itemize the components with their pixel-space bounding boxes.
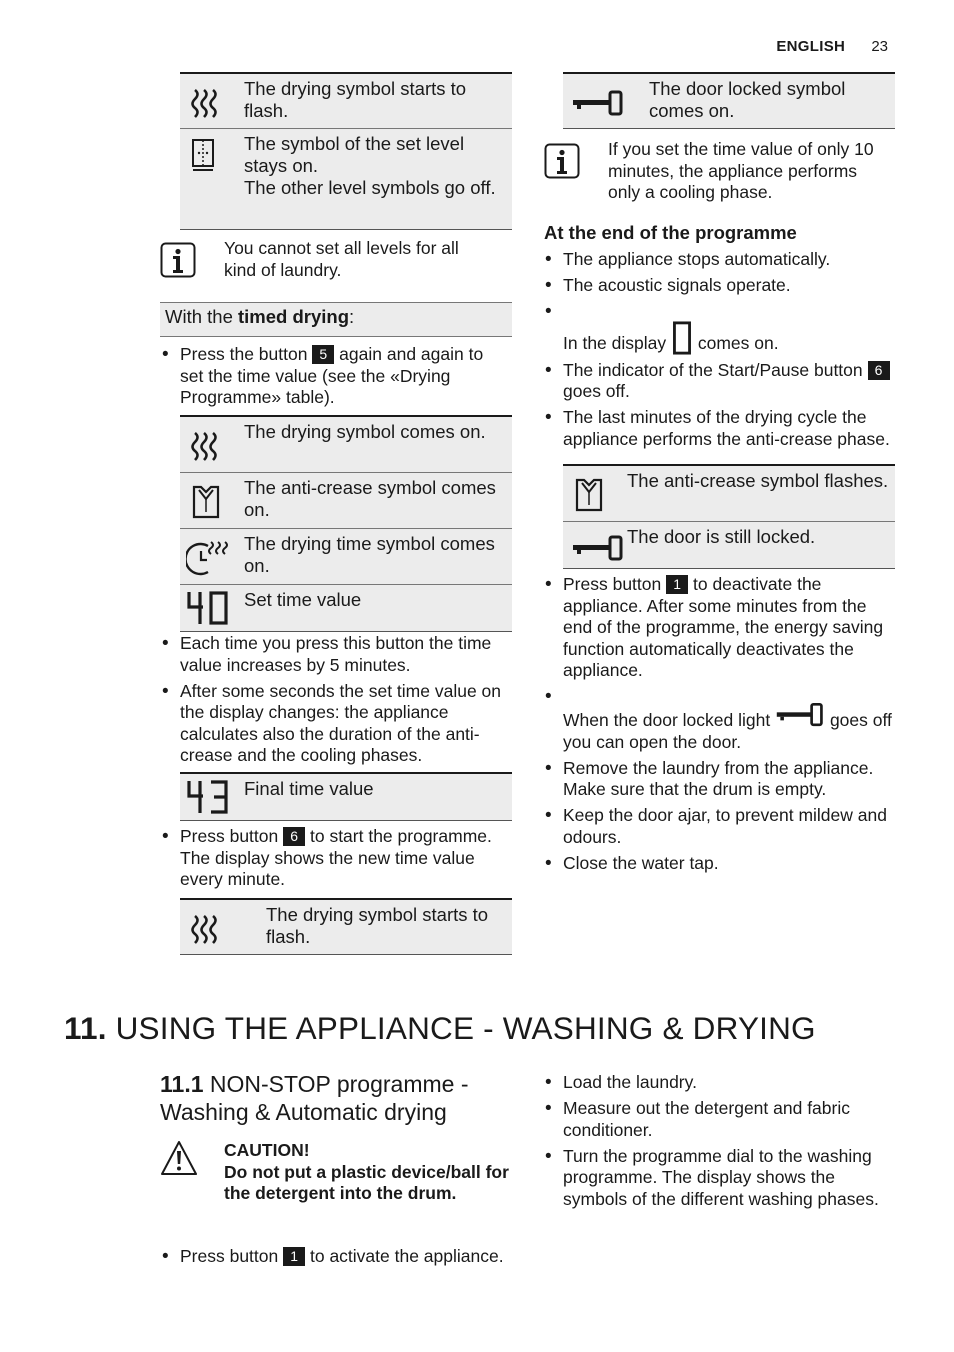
after-programme-list xyxy=(544,574,896,879)
symbol-row xyxy=(563,522,895,568)
text-part: In the display xyxy=(563,333,671,353)
drying-steam-icon xyxy=(186,425,230,465)
note-text: If you set the time value of only 10 minutes, the appliance performs only a cooling phase. xyxy=(608,139,874,202)
text-part: to activate the appliance. xyxy=(305,1246,504,1266)
activate-list xyxy=(161,1246,506,1272)
anti-crease-shirt-icon xyxy=(186,481,230,521)
text-part: comes on. xyxy=(692,333,779,353)
caution-body: Do not put a plastic device/ball for the detergent into the drum. xyxy=(224,1161,509,1203)
list-item: • Load the laundry. xyxy=(544,1072,896,1094)
timed-steps-list xyxy=(161,344,506,413)
final-time-table xyxy=(180,772,512,821)
caution-note xyxy=(160,1140,510,1230)
caution-title: CAUTION! xyxy=(224,1140,310,1160)
symbol-row xyxy=(180,900,512,954)
bar-prefix: With the xyxy=(165,306,238,327)
page-number: 23 xyxy=(871,38,888,55)
door-locked-icon xyxy=(569,527,625,567)
subsection-heading xyxy=(160,1070,520,1126)
list-item xyxy=(544,686,896,753)
timed-symbol-table xyxy=(180,415,512,632)
symbol-row xyxy=(563,74,895,128)
end-heading: At the end of the programme xyxy=(544,222,797,243)
symbol-description: The anti-crease symbol comes on. xyxy=(244,477,496,520)
timed-info-list xyxy=(161,633,511,771)
list-item: • The appliance stops automatically. xyxy=(544,249,896,271)
button-badge: 6 xyxy=(283,827,305,846)
text-part: goes off you can open the door. xyxy=(563,710,892,752)
symbol-description xyxy=(244,133,506,199)
section-heading xyxy=(64,1010,816,1047)
symbol-row xyxy=(180,585,512,631)
button-badge: 6 xyxy=(868,361,890,380)
info-note xyxy=(544,139,884,209)
symbol-row xyxy=(180,529,512,585)
door-locked-icon xyxy=(569,82,625,122)
text-part: goes off. xyxy=(563,381,630,401)
text-part: The indicator of the Start/Pause button xyxy=(563,359,868,380)
digits-display-icon xyxy=(186,588,230,628)
symbol-description: The drying symbol starts to flash. xyxy=(266,904,489,947)
text-part: Press button xyxy=(180,826,284,846)
list-item: • The last minutes of the drying cycle the appliance performs the anti-crease phase. xyxy=(544,407,896,450)
list-item: • Turn the programme dial to the washing programme. The display shows the symbols of the different washing phases. xyxy=(544,1146,896,1211)
subsection-title: NON-STOP programme - Washing & Automatic drying xyxy=(160,1071,469,1125)
caution-text xyxy=(224,1140,510,1205)
bar-suffix: : xyxy=(349,306,355,327)
list-item: • Measure out the detergent and fabric conditioner. xyxy=(544,1098,896,1141)
list-item xyxy=(161,826,506,891)
wash-steps-list xyxy=(544,1072,896,1215)
symbol-row xyxy=(563,466,895,522)
symbol-description: The door is still locked. xyxy=(627,526,816,547)
list-item xyxy=(161,1246,506,1268)
symbol-description-line: The other level symbols go off. xyxy=(244,177,496,198)
drying-steam-icon xyxy=(186,908,230,948)
list-item xyxy=(544,360,896,403)
list-item: • Each time you press this button the time value increases by 5 minutes. xyxy=(161,633,511,676)
symbol-description: The anti-crease symbol flashes. xyxy=(627,470,889,491)
anti-crease-shirt-icon xyxy=(569,474,613,514)
text-part: Press button xyxy=(180,1246,284,1266)
text-part: to deactivate the appliance. After some minutes from the end of the programme, the energy saving function automatically deactivates the appliance. xyxy=(563,574,884,680)
button-badge: 1 xyxy=(283,1247,305,1266)
text-part: Press the button xyxy=(180,344,313,364)
info-note xyxy=(160,238,490,288)
subsection-number: 11.1 xyxy=(160,1071,204,1097)
symbol-description-line: The symbol of the set level stays on. xyxy=(244,133,465,176)
symbol-description: Set time value xyxy=(244,589,362,610)
symbol-description: The door locked symbol comes on. xyxy=(649,78,846,121)
end-symbol-table xyxy=(563,464,895,569)
symbol-row xyxy=(180,774,512,820)
symbol-description: The drying symbol starts to flash. xyxy=(244,78,467,121)
list-item: • After some seconds the set time value on the display changes: the appliance calculates also the duration of the anti-crease and the cooling phases. xyxy=(161,681,511,767)
button-badge: 1 xyxy=(666,575,688,594)
symbol-description: The drying time symbol comes on. xyxy=(244,533,495,576)
page-header xyxy=(776,38,888,55)
timed-drying-bar xyxy=(160,302,512,337)
bar-bold: timed drying xyxy=(238,306,350,327)
symbol-row xyxy=(180,129,512,229)
header-language: ENGLISH xyxy=(776,38,846,55)
text-part: Press button xyxy=(563,574,667,594)
symbol-row xyxy=(180,473,512,529)
start-step-list xyxy=(161,826,506,895)
section-number: 11. xyxy=(64,1010,107,1046)
door-locked-table xyxy=(563,72,895,129)
drying-steam-icon xyxy=(186,82,230,122)
symbol-description: Final time value xyxy=(244,778,374,799)
list-item xyxy=(544,301,896,355)
list-item xyxy=(161,344,506,409)
list-item: • The acoustic signals operate. xyxy=(544,275,896,297)
door-locked-icon xyxy=(775,702,825,728)
symbol-description: The drying symbol comes on. xyxy=(244,421,486,442)
info-icon xyxy=(160,242,196,278)
warning-triangle-icon xyxy=(160,1140,198,1176)
button-badge: 5 xyxy=(312,345,334,364)
level-symbol-table xyxy=(180,72,512,230)
list-item xyxy=(544,574,896,682)
text-part: to start the programme. The display shows the new time value every minute. xyxy=(180,826,492,889)
text-part: When the door locked light xyxy=(563,710,776,730)
list-item: • Close the water tap. xyxy=(544,853,896,875)
end-list xyxy=(544,249,896,455)
digits-display-icon xyxy=(186,777,230,817)
list-item: • Remove the laundry from the appliance. Make sure that the drum is empty. xyxy=(544,758,896,801)
text-part: again and again to set the time value (see the «Drying Programme» table). xyxy=(180,344,484,407)
display-zero-icon xyxy=(671,321,693,355)
symbol-row xyxy=(180,417,512,473)
symbol-row xyxy=(180,74,512,129)
drying-time-icon xyxy=(186,537,230,577)
wardrobe-level-icon xyxy=(186,137,230,177)
section-title: USING THE APPLIANCE - WASHING & DRYING xyxy=(115,1010,816,1046)
info-icon xyxy=(544,143,580,179)
note-text: You cannot set all levels for all kind of laundry. xyxy=(224,238,459,280)
flash-symbol-table xyxy=(180,898,512,955)
list-item: • Keep the door ajar, to prevent mildew and odours. xyxy=(544,805,896,848)
